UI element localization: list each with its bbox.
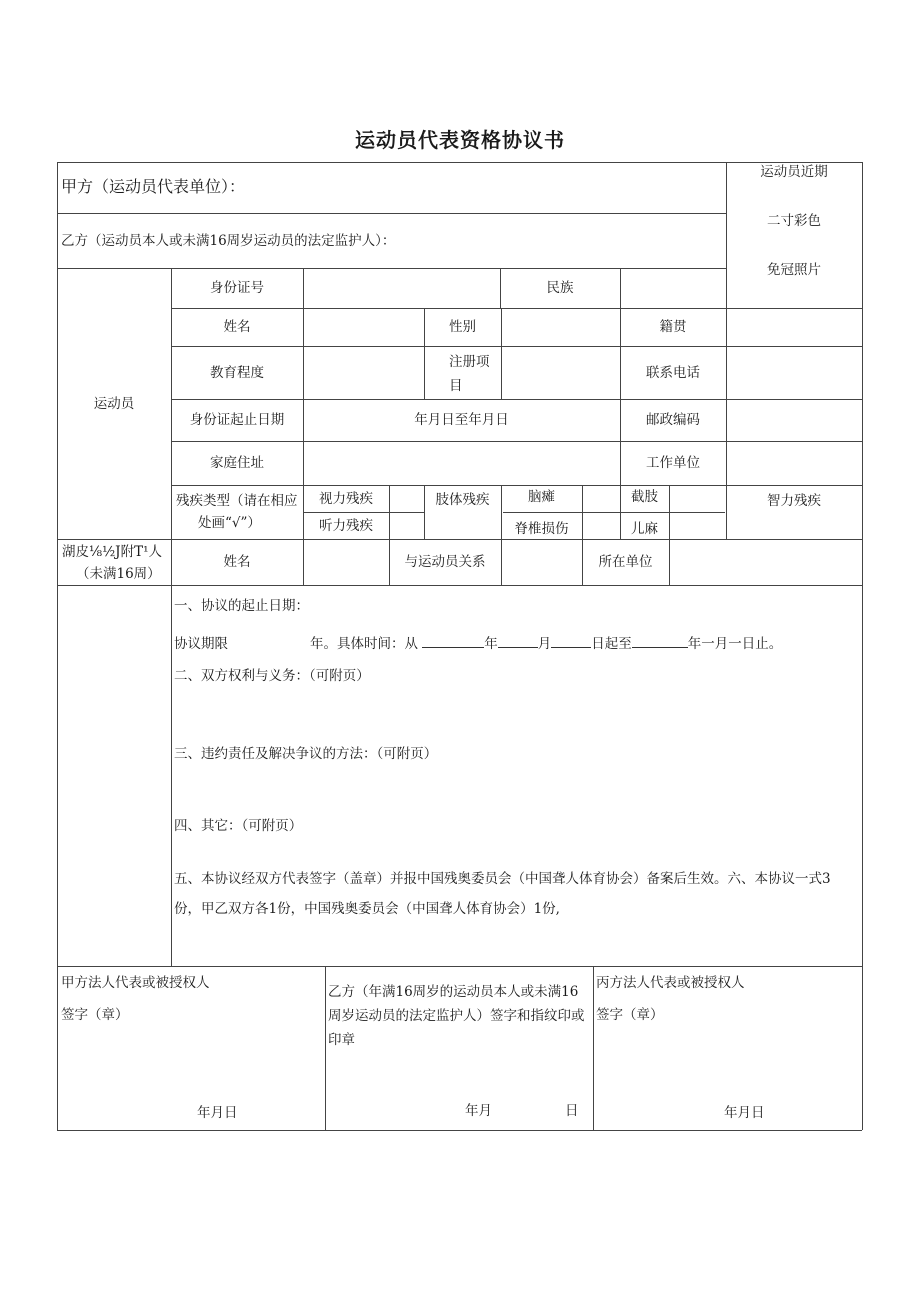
photo-caption-line1: 运动员近期: [760, 164, 828, 180]
party-c-signature-label[interactable]: 签字（章）: [596, 1007, 664, 1023]
ethnicity-field[interactable]: [620, 268, 726, 308]
postal-code-label: 邮政编码: [646, 412, 700, 428]
amputation-label: 截肢: [631, 489, 658, 505]
guardian-label-line2: （未满16周）: [76, 566, 161, 582]
id-validity-label: 身份证起止日期: [189, 412, 285, 428]
spinal-injury-label: 脊椎损伤: [514, 520, 569, 537]
spinal-injury-checkbox[interactable]: [582, 512, 620, 539]
party-c-signatory-title: 丙方法人代表或被授权人: [596, 975, 745, 991]
party-b-signatory-line3: 印章: [328, 1032, 355, 1048]
disability-type-label-line2: 处画“√”）: [198, 515, 261, 531]
guardian-name-label: 姓名: [223, 554, 251, 570]
cerebral-palsy-checkbox[interactable]: [582, 485, 620, 512]
period-label: 协议期限: [174, 636, 228, 652]
start-day-blank[interactable]: [551, 633, 591, 648]
term-item-5-line1: 五、本协议经双方代表签字（盖章）并报中国残奥委员会（中国聋人体育协会）备案后生效。六、本协议一式3: [174, 871, 831, 887]
start-year-blank[interactable]: [422, 633, 484, 648]
photo-caption-line2: 二寸彩色: [767, 213, 821, 229]
party-a-signature-label[interactable]: 签字（章）: [61, 1007, 129, 1023]
term-item-4: 四、其它：（可附页）: [174, 818, 303, 834]
phone-label: 联系电话: [646, 364, 700, 381]
id-number-field[interactable]: [303, 268, 500, 308]
athlete-section-label: 运动员: [93, 395, 135, 412]
id-validity-value[interactable]: 年月日至年月日: [414, 412, 509, 428]
cerebral-palsy-label: 脑瘫: [528, 489, 555, 505]
phone-field[interactable]: [726, 346, 862, 399]
registered-event-label-line1: 注册项: [449, 354, 490, 370]
document-title: 运动员代表资格协议书: [355, 128, 565, 152]
visual-disability-label: 视力残疾: [319, 490, 373, 507]
end-year-blank[interactable]: [632, 633, 688, 648]
registered-event-label-line2: 目: [449, 378, 463, 394]
native-place-label: 籍贯: [659, 319, 687, 335]
gender-field[interactable]: [501, 308, 620, 346]
party-c-date[interactable]: 年月日: [724, 1105, 765, 1121]
name-field[interactable]: [303, 308, 424, 346]
party-b-signatory-line1: 乙方（年满16周岁的运动员本人或未满16: [328, 984, 579, 1000]
polio-checkbox[interactable]: [669, 512, 725, 539]
agreement-period-line: [174, 633, 782, 653]
period-year-text: 年。具体时间：从: [310, 636, 418, 652]
party-b-date-day[interactable]: 日: [565, 1103, 579, 1119]
postal-code-field[interactable]: [726, 399, 862, 441]
start-month-blank[interactable]: [498, 633, 538, 648]
guardian-unit-field[interactable]: [669, 539, 862, 585]
disability-type-label-line1: 残疾类型（请在相应: [176, 493, 298, 509]
work-unit-label: 工作单位: [646, 455, 700, 471]
gender-label: 性别: [449, 319, 476, 335]
limb-disability-label: 肢体残疾: [435, 492, 490, 508]
ethnicity-label: 民族: [546, 280, 574, 296]
education-field[interactable]: [303, 346, 424, 399]
guardian-relation-field[interactable]: [501, 539, 582, 585]
end-date-text: 年一月一日止。: [687, 636, 783, 652]
party-a-signatory-title: 甲方法人代表或被授权人: [61, 975, 210, 991]
photo-caption-line3: 免冠照片: [767, 262, 821, 278]
visual-disability-checkbox[interactable]: [389, 485, 424, 512]
hearing-disability-label: 听力残疾: [319, 517, 373, 534]
amputation-checkbox[interactable]: [669, 485, 725, 512]
party-b-signatory-line2: 周岁运动员的法定监护人）签字和指纹印或: [328, 1008, 585, 1024]
term-item-5-line2: 份，甲乙双方各1份，中国残奥委员会（中国聋人体育协会）1份,: [174, 901, 560, 917]
id-number-label: 身份证号: [210, 280, 264, 296]
party-b-date-ym[interactable]: 年月: [465, 1103, 492, 1119]
term-item-2: 二、双方权利与义务：（可附页）: [174, 668, 370, 684]
education-label: 教育程度: [210, 364, 264, 381]
start-month-unit: 月: [537, 636, 552, 652]
address-label: 家庭住址: [210, 455, 264, 471]
guardian-unit-label: 所在单位: [598, 554, 653, 570]
intellectual-disability-label: 智力残疾: [767, 493, 821, 509]
polio-label: 儿麻: [631, 520, 658, 537]
party-b-label: 乙方（运动员本人或未满16周岁运动员的法定监护人）：: [61, 233, 396, 249]
guardian-label-line1: 湖皮⅛½J附T¹人: [62, 544, 162, 560]
party-a-date[interactable]: 年月日: [197, 1105, 238, 1121]
term-item-1: 一、协议的起止日期：: [174, 598, 309, 614]
term-item-3: 三、违约责任及解决争议的方法：（可附页）: [174, 746, 438, 762]
guardian-relation-label: 与运动员关系: [404, 554, 486, 570]
address-field[interactable]: [303, 441, 620, 485]
registered-event-field[interactable]: [501, 346, 620, 399]
native-place-field[interactable]: [726, 308, 862, 346]
guardian-name-field[interactable]: [303, 539, 389, 585]
start-year-unit: 年: [484, 636, 498, 652]
party-a-label: 甲方（运动员代表单位）：: [61, 177, 246, 196]
work-unit-field[interactable]: [726, 441, 862, 485]
hearing-disability-checkbox[interactable]: [389, 512, 424, 539]
name-label: 姓名: [223, 319, 251, 335]
start-day-text: 日起至: [591, 636, 632, 652]
